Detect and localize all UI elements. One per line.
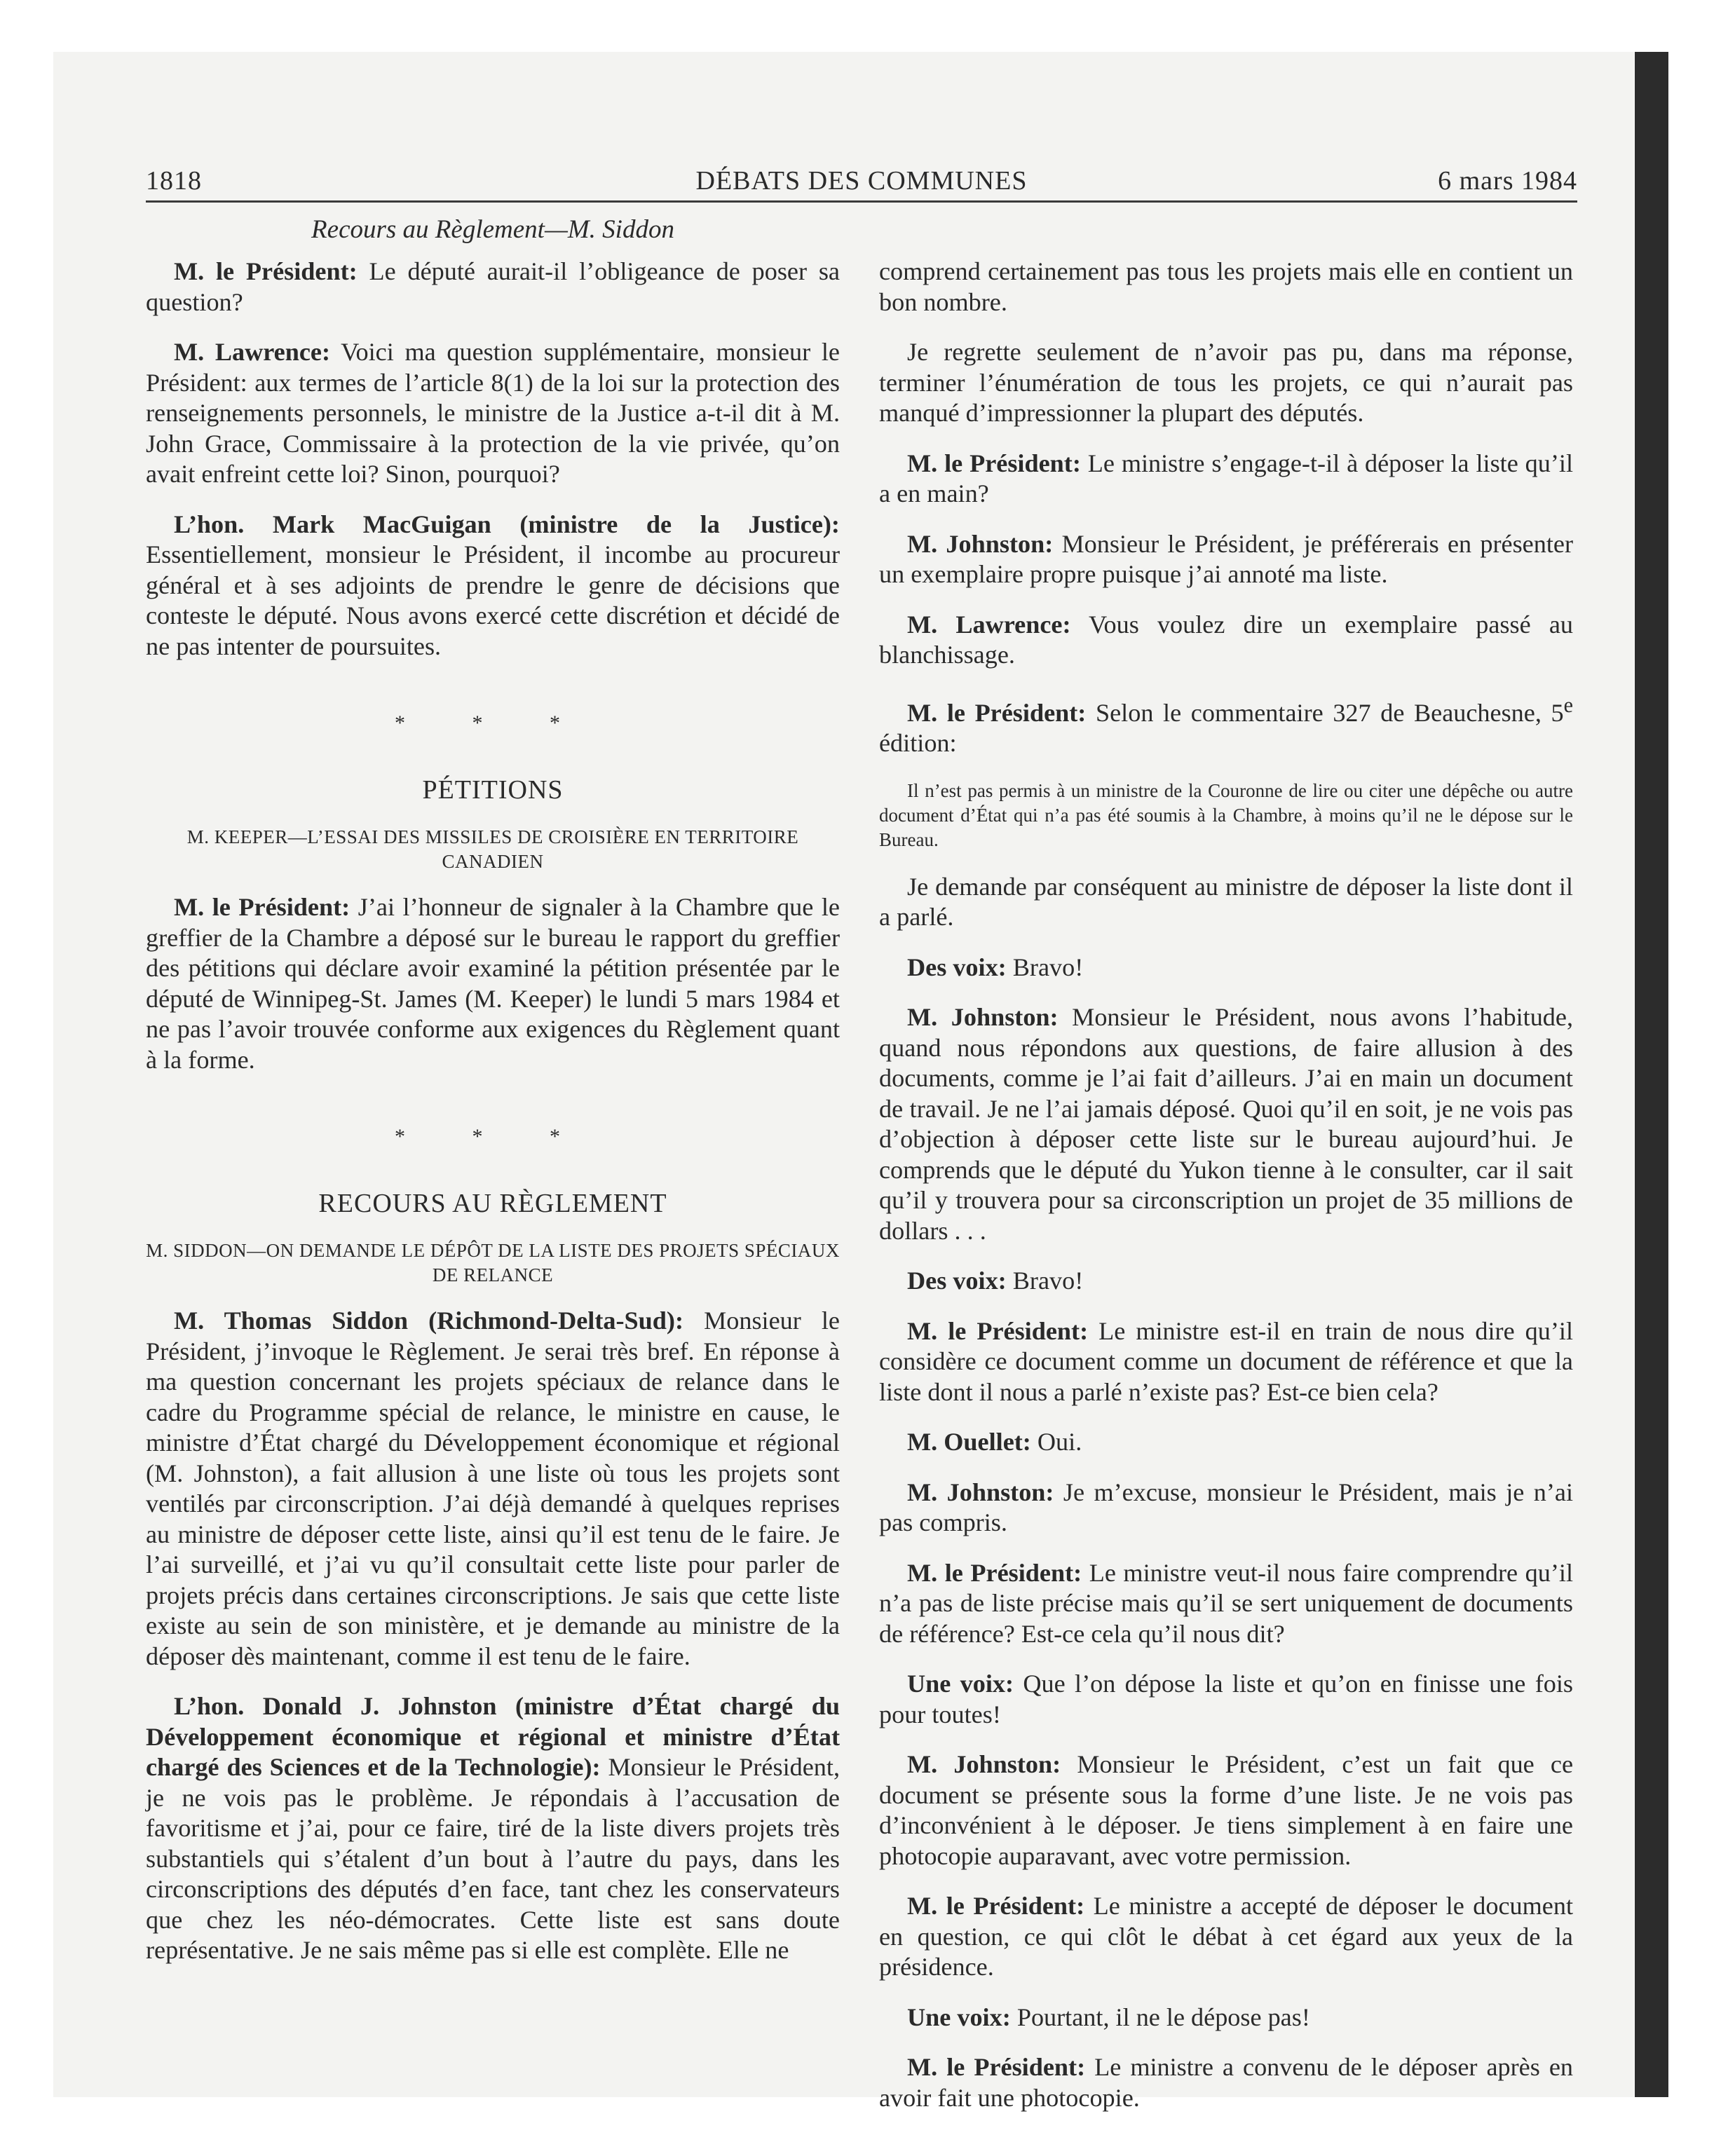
paragraph	[879, 1891, 1573, 1983]
paragraph	[146, 892, 840, 1075]
paragraph	[879, 1316, 1573, 1408]
paragraph	[879, 2003, 1573, 2033]
publication-date: 6 mars 1984	[1438, 166, 1577, 196]
paragraph	[879, 1749, 1573, 1871]
edition-superscript: e	[1563, 692, 1573, 717]
paragraph	[146, 510, 840, 662]
paragraph-continuation	[879, 257, 1573, 318]
speech: Le ministre a accepté de déposer le document en question, ce qui clôt le débat à cet égard aux yeux de la présidence.	[879, 1892, 1573, 1981]
scan-edge-shadow	[1635, 52, 1668, 2097]
speaker: M. le Président:	[174, 893, 351, 921]
quotation: Il n’est pas permis à un ministre de la Couronne de lire ou citer une dépêche ou autre document d’État qui n’a pas été soumis à la Chambre, à moins qu’il ne le dépose sur le Bureau.	[879, 779, 1573, 850]
section-subtitle: M. SIDDON—ON DEMANDE LE DÉPÔT DE LA LISTE DES PROJETS SPÉCIAUX DE RELANCE	[146, 1240, 840, 1285]
speech: édition:	[879, 729, 957, 758]
speech: Voici ma question supplémentaire, monsieur le Président: aux termes de l’article 8(1) de la loi sur la protection des renseignements personnels, le ministre de la Justice a-t-il dit à M. John Grace, Commissaire à la protection de la vie privée, qu’on avait enfreint cette loi? Sinon, pourquoi?	[146, 338, 840, 488]
speaker: M. Thomas Siddon (Richmond-Delta-Sud):	[174, 1306, 684, 1335]
speaker: M. Lawrence:	[907, 610, 1071, 639]
paragraph	[879, 1558, 1573, 1650]
speaker: M. le Président:	[907, 1558, 1082, 1587]
speech: Le ministre veut-il nous faire comprendre qu’il n’a pas de liste précise mais qu’il se sert uniquement de documents de référence? Est-ce cela qu’il nous dit?	[879, 1558, 1573, 1648]
speaker: Une voix:	[907, 2003, 1011, 2031]
speaker: L’hon. Mark MacGuigan (ministre de la Justice):	[174, 510, 840, 538]
running-head: Recours au Règlement—M. Siddon	[311, 215, 674, 244]
speech: comprend certainement pas tous les projets mais elle en contient un bon nombre.	[879, 257, 1573, 316]
speech: Vous voulez dire un exemplaire passé au blanchissage.	[879, 610, 1573, 669]
speech: Monsieur le Président, c’est un fait que ce document se présente sous la forme d’une liste. Je ne vois pas d’inconvénient à le déposer. Je tiens simplement à en faire une photocopie auparavant, avec votre permission.	[879, 1750, 1574, 1870]
speech: Le ministre est-il en train de nous dire qu’il considère ce document comme un document de référence et que la liste dont il nous a parlé n’existe pas? Est-ce bien cela?	[879, 1316, 1573, 1406]
speech: Le ministre a convenu de le déposer après en avoir fait une photocopie.	[879, 2053, 1573, 2112]
paragraph	[879, 1002, 1573, 1246]
speech: Monsieur le Président, je préférerais en présenter un exemplaire propre puisque j’ai annoté ma liste.	[879, 529, 1573, 588]
speaker: M. Ouellet:	[907, 1428, 1031, 1456]
paragraph	[879, 872, 1573, 933]
section-title: RECOURS AU RÈGLEMENT	[318, 1188, 667, 1218]
page-header	[146, 158, 1577, 200]
speech: Essentiellement, monsieur le Président, il incombe au procureur général et à ses adjoints de prendre le genre de décisions que conteste le député. Nous avons exercé cette discrétion et décidé de ne pas intenter de poursuites.	[146, 540, 840, 660]
speaker: M. le Président:	[174, 257, 358, 285]
speaker: M. Lawrence:	[174, 338, 331, 366]
speaker: Une voix:	[907, 1670, 1014, 1698]
speaker: M. le Président:	[907, 1316, 1089, 1345]
paragraph	[879, 337, 1573, 429]
speech: Monsieur le Président, j’invoque le Règlement. Je serai très bref. En réponse à ma question concernant les projets spéciaux de relance dans le cadre du Programme spécial de relance, le ministre en cause, le ministre d’État chargé du Développement économique et régional (M. Johnston), a fait allusion à une liste où tous les projets sont ventilés par circonscription. J’ai déjà demandé à quelques reprises au ministre de déposer cette liste, ainsi qu’il est tenu de le faire. Je l’ai surveillé, et j’ai vu qu’il consultait cette liste pour parler de projets précis dans certaines circonscriptions. Je sais que cette liste existe au sein de son ministère, et je demande au ministre de la déposer dès maintenant, comme il est tenu de le faire.	[146, 1306, 840, 1670]
right-column	[879, 257, 1573, 2133]
paragraph	[879, 449, 1573, 510]
speech: Le ministre s’engage-t-il à déposer la liste qu’il a en main?	[879, 449, 1574, 507]
speech: Pourtant, il ne le dépose pas!	[1010, 2003, 1310, 2031]
paragraph	[879, 1669, 1573, 1730]
speaker: M. le Président:	[907, 1892, 1085, 1920]
paragraph	[879, 953, 1573, 983]
left-column	[146, 257, 840, 1986]
paragraph	[879, 1427, 1573, 1458]
paragraph	[879, 690, 1573, 759]
speech: Monsieur le Président, je ne vois pas le problème. Je répondais à l’accusation de favoritisme et j’ai, pour ce faire, tiré de la liste divers projets très substantiels qui s’étalent d’un bout à l’autre du pays, dans les circonscriptions des députés d’en face, tant chez les conservateurs que chez les néo-démocrates. Cette liste est sans doute représentative. Je ne sais même pas si elle est complète. Elle ne	[146, 1753, 840, 1964]
paragraph	[146, 1691, 840, 1966]
paragraph	[146, 1306, 840, 1672]
speaker: Des voix:	[907, 1267, 1007, 1295]
speaker: M. Johnston:	[907, 529, 1054, 558]
paragraph	[879, 529, 1573, 590]
paragraph	[146, 257, 840, 318]
section-subtitle: M. KEEPER—L’ESSAI DES MISSILES DE CROISIÈRE EN TERRITOIRE CANADIEN	[186, 826, 799, 872]
speech: Bravo!	[1006, 1267, 1084, 1295]
page-number: 1818	[146, 166, 202, 196]
speaker: M. le Président:	[907, 698, 1087, 727]
speech: Je regrette seulement de n’avoir pas pu, dans ma réponse, terminer l’énumération de tous les projets, ce qui n’aurait pas manqué d’impressionner la plupart des députés.	[879, 338, 1573, 427]
speaker: M. le Président:	[907, 449, 1081, 477]
paragraph	[879, 2052, 1573, 2113]
speaker: M. Johnston:	[907, 1478, 1054, 1506]
paragraph	[879, 1266, 1573, 1297]
speech: Bravo!	[1006, 953, 1084, 981]
speaker: Des voix:	[907, 953, 1007, 981]
header-rule	[146, 200, 1577, 203]
speech: Selon le commentaire 327 de Beauchesne, 5	[1086, 698, 1564, 727]
speaker: M. Johnston:	[907, 1003, 1059, 1032]
speech: Je m’excuse, monsieur le Président, mais je n’ai pas compris.	[879, 1478, 1574, 1537]
speaker: M. Johnston:	[907, 1750, 1061, 1779]
speech: Monsieur le Président, nous avons l’habitude, quand nous répondons aux questions, de faire allusion à des documents, comme je l’ai fait d’ailleurs. J’ai en main un document de travail. Je ne l’ai jamais déposé. Quoi qu’il en soit, je ne vois pas d’objection à déposer cette liste sur le bureau aujourd’hui. Je comprends que le député du Yukon tienne à le consulter, car il sait qu’il y trouvera pour sa circonscription un projet de 35 millions de dollars . . .	[879, 1003, 1573, 1245]
speech: Le député aurait-il l’obligeance de poser sa question?	[146, 257, 840, 316]
speech: Je demande par conséquent au ministre de déposer la liste dont il a parlé.	[879, 872, 1573, 932]
speech: Oui.	[1030, 1428, 1082, 1456]
section-separator: * * *	[395, 1125, 591, 1148]
speech: Que l’on dépose la liste et qu’on en finisse une fois pour toutes!	[879, 1670, 1573, 1728]
publication-title: DÉBATS DES COMMUNES	[695, 166, 1028, 196]
section-separator: * * *	[395, 711, 591, 735]
speaker: L’hon. Donald J. Johnston (ministre d’État chargé du Développement économique et régional et ministre d’État chargé des Sciences et de la Technologie):	[146, 1692, 840, 1781]
paragraph	[879, 610, 1573, 671]
paragraph	[146, 337, 840, 490]
speech: J’ai l’honneur de signaler à la Chambre que le greffier de la Chambre a déposé sur le bureau le rapport du greffier des pétitions qui déclare avoir examiné la pétition présentée par le député de Winnipeg-St. James (M. Keeper) le lundi 5 mars 1984 et ne pas l’avoir trouvée conforme aux exigences du Règlement quant à la forme.	[146, 893, 840, 1074]
paragraph	[879, 1478, 1573, 1538]
section-title: PÉTITIONS	[422, 775, 564, 805]
speaker: M. le Président:	[907, 2053, 1086, 2082]
